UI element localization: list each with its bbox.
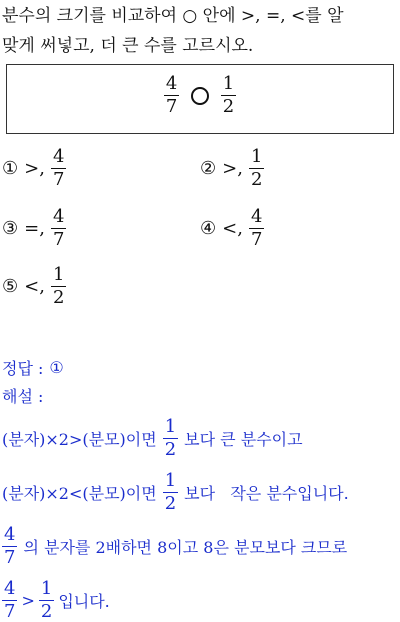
explanation-line-1: (분자)×2>(분모)이면 $\frac{1}{2}$ 보다 큰 분수이고 — [2, 416, 303, 460]
option-4-fraction: $\frac{4}{7}$ — [250, 206, 263, 250]
explanation-line-2: (분자)×2<(분모)이면 $\frac{1}{2}$ 보다 작은 분수입니다. — [2, 470, 349, 514]
option-4[interactable]: ④ <, $\frac{4}{7}$ — [200, 206, 263, 250]
explanation-line-4: $\frac{4}{7}$ > $\frac{1}{2}$ 입니다. — [4, 578, 110, 622]
explanation-line-4-fraction-left: $\frac{4}{7}$ — [4, 578, 16, 622]
question-line-2: 맞게 써넣고, 더 큰 수를 고르시오. — [2, 36, 254, 56]
fraction-right: $\frac{1}{2}$ — [222, 73, 235, 117]
option-5-fraction: $\frac{1}{2}$ — [52, 264, 65, 308]
explanation-line-4-fraction-right: $\frac{1}{2}$ — [40, 578, 53, 622]
question-line-1: 분수의 크기를 비교하여 ○ 안에 >, =, <를 알 — [2, 6, 344, 26]
blank-circle — [191, 87, 209, 105]
option-3[interactable]: ③ =, $\frac{4}{7}$ — [2, 206, 65, 250]
problem-box — [6, 64, 394, 134]
answer-line — [2, 356, 64, 379]
option-2-fraction: $\frac{1}{2}$ — [250, 146, 263, 190]
explanation-line-3: $\frac{4}{7}$ 의 분자를 2배하면 8이고 8은 분모보다 크므로 — [4, 524, 348, 568]
comparison-expression — [7, 75, 393, 116]
option-5[interactable]: ⑤ <, $\frac{1}{2}$ — [2, 264, 65, 308]
explanation-line-3-fraction: $\frac{4}{7}$ — [4, 524, 16, 568]
explanation-label: 해설 : — [2, 387, 44, 406]
option-1-fraction: $\frac{4}{7}$ — [52, 146, 65, 190]
answer-value: ① — [49, 358, 64, 377]
explanation-line-2-fraction: $\frac{1}{2}$ — [164, 470, 177, 514]
option-1[interactable]: ① >, $\frac{4}{7}$ — [2, 146, 65, 190]
explanation-line-1-fraction: $\frac{1}{2}$ — [164, 416, 177, 460]
option-3-fraction: $\frac{4}{7}$ — [52, 206, 65, 250]
fraction-left: $\frac{4}{7}$ — [165, 73, 178, 117]
answer-label: 정답 : — [2, 359, 44, 378]
option-2[interactable]: ② >, $\frac{1}{2}$ — [200, 146, 263, 190]
